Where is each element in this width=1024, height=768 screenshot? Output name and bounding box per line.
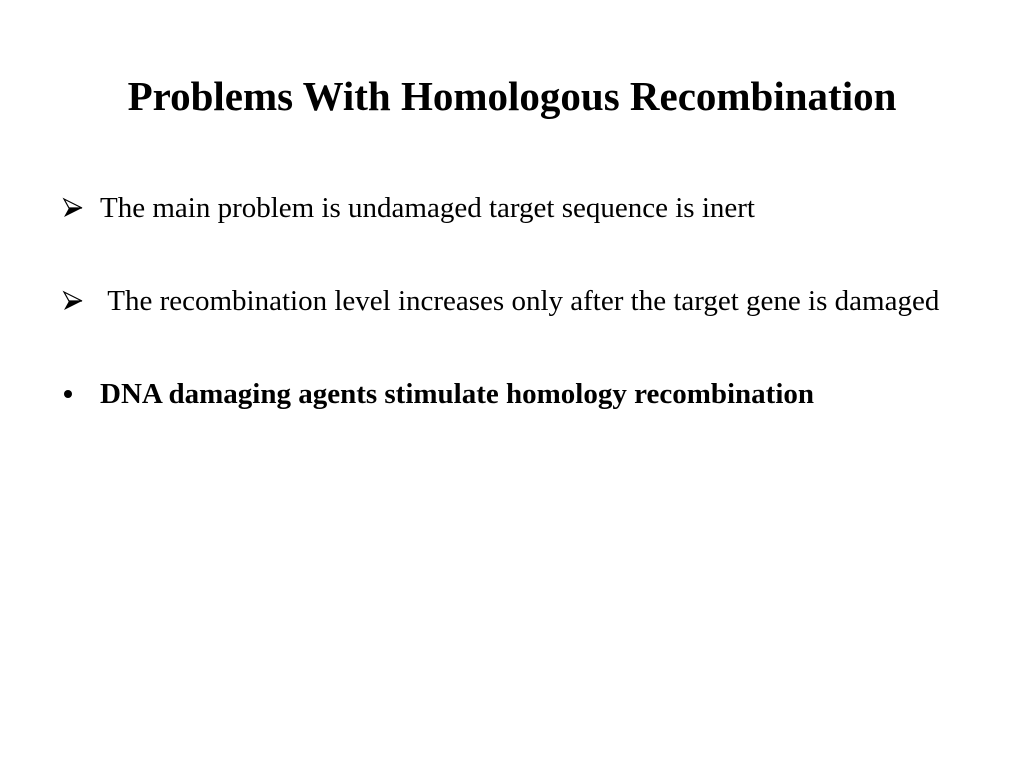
dot-bullet-icon [62,374,82,414]
bullet-item-2 [58,281,978,321]
bullet-item-3 [58,374,978,414]
arrowhead-bullet-icon [62,281,92,321]
arrowhead-bullet-icon [62,188,92,228]
bullet-item-1 [58,188,978,228]
bullet-list [58,188,978,467]
bullet-text-1: The main problem is undamaged target sequence is inert [100,192,755,224]
slide-title: Problems With Homologous Recombination [127,73,897,119]
bullet-text-2: The recombination level increases only after the target gene is damaged [100,285,940,317]
bullet-text-3: DNA damaging agents stimulate homology recombination [100,378,815,410]
